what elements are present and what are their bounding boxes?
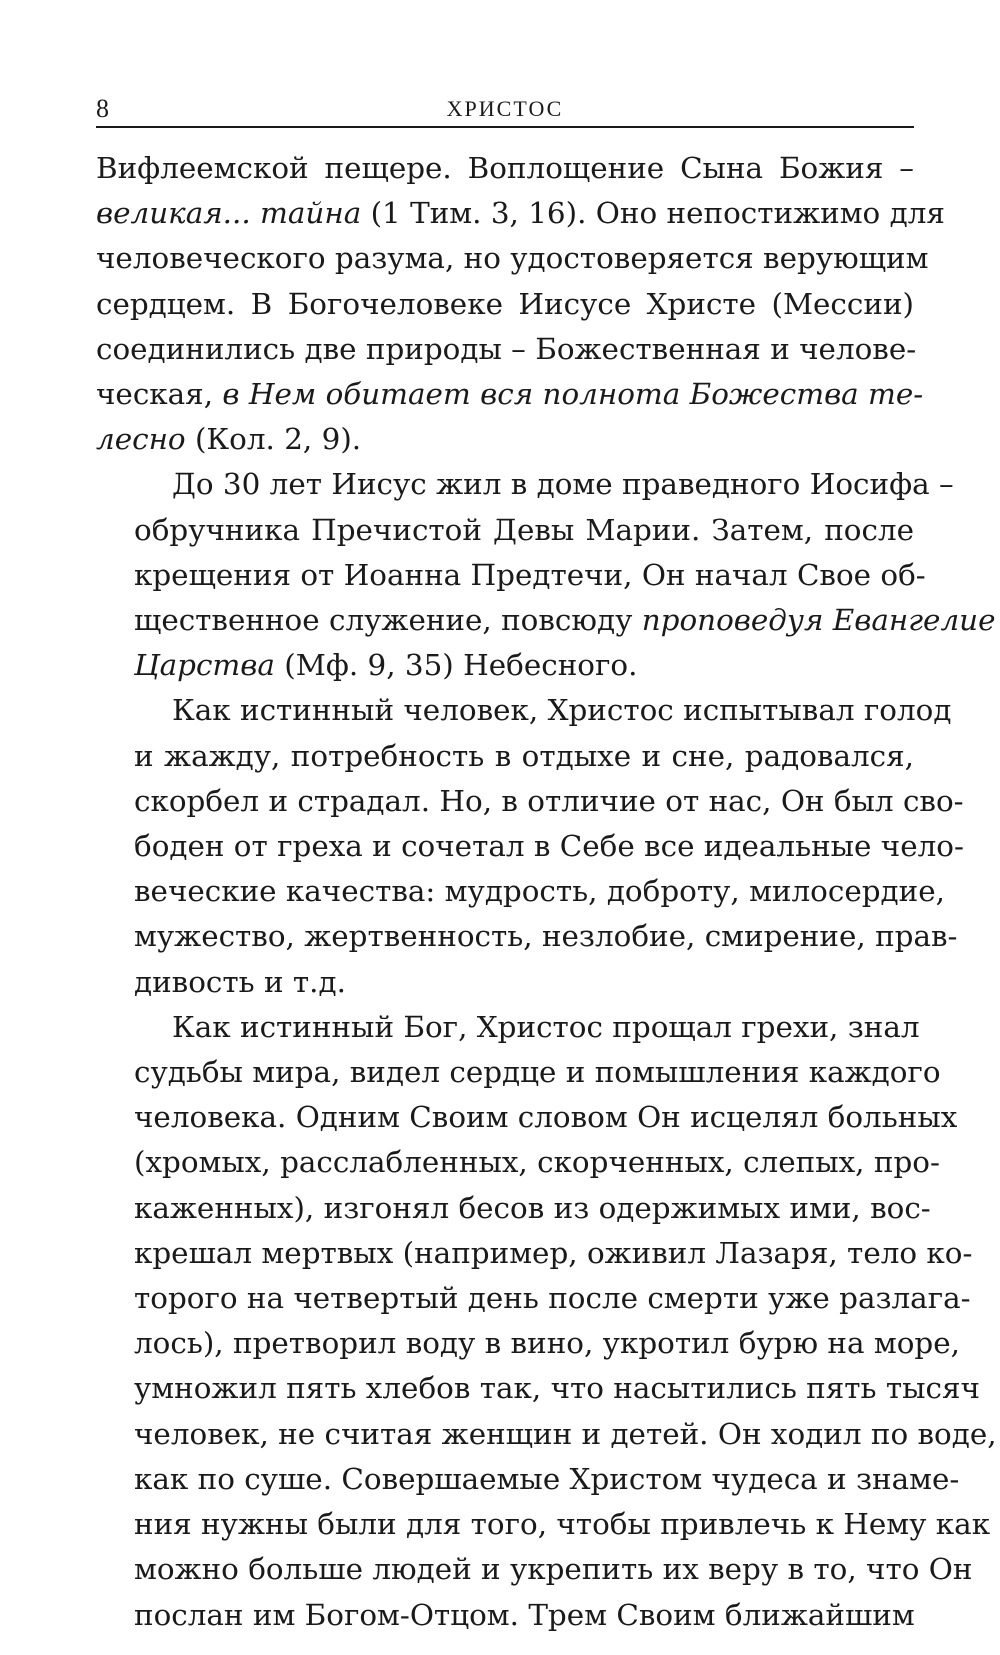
text-run: До 30 лет Иисус жил в доме праведного Иосифа –: [172, 467, 954, 502]
text-line: [96, 236, 929, 281]
text-line: [96, 191, 945, 236]
text-line: [96, 1593, 914, 1638]
text-line: [96, 1140, 940, 1185]
text-line: [96, 869, 945, 914]
text-line: [96, 779, 964, 824]
text-run: судьбы мира, видел сердце и помышления каждого: [134, 1055, 941, 1090]
page-number: 8: [96, 94, 109, 123]
paragraph: [96, 688, 964, 1004]
text-line: [96, 688, 952, 733]
text-run: и жажду, потребность в отдыхе и сне, радовался,: [134, 738, 914, 773]
text-run: ческая,: [96, 377, 223, 412]
paragraph: [96, 146, 945, 462]
paragraph: [96, 462, 996, 688]
text-run: человека. Одним Своим словом Он исцелял больных: [134, 1100, 958, 1135]
text-run: боден от греха и сочетал в Себе все идеальные чело-: [134, 829, 964, 864]
text-line: [96, 598, 996, 643]
text-run: обручника Пречистой Девы Марии. Затем, после: [134, 512, 914, 547]
text-line: [96, 734, 914, 779]
text-run: (хромых, расслабленных, скорченных, слепых, про-: [134, 1145, 940, 1180]
text-run: каженных), изгонял бесов из одержимых ими, вос-: [134, 1190, 931, 1225]
text-run: лось), претворил воду в вино, укротил бурю на море,: [134, 1326, 960, 1361]
text-run: (Мф. 9, 35) Небесного.: [274, 648, 638, 683]
italic-quote: в Нем обитает вся полнота Божества те-: [222, 377, 924, 412]
text-run: сердцем. В Богочеловеке Иисусе Христе (Мессии): [96, 286, 914, 321]
text-line: [96, 1457, 960, 1502]
page-header: [96, 88, 914, 128]
text-run: ния нужны были для того, чтобы привлечь к Нему как: [134, 1507, 991, 1542]
text-line: [96, 643, 914, 688]
text-run: торого на четвертый день после смерти уже разлага-: [134, 1281, 971, 1316]
text-run: щественное служение, повсюду: [134, 603, 642, 638]
text-line: [96, 1231, 973, 1276]
text-run: Вифлеемской пещере. Воплощение Сына Божия –: [96, 151, 914, 185]
text-line: [96, 327, 917, 372]
text-line: [96, 1412, 997, 1457]
italic-quote: лесно: [96, 422, 186, 457]
text-line: [96, 824, 964, 869]
text-run: мужество, жертвенность, незлобие, смирение, прав-: [134, 919, 958, 954]
text-line: [96, 417, 914, 462]
text-line: [96, 372, 924, 417]
paragraph: [96, 1005, 997, 1638]
text-line: [96, 282, 914, 327]
text-line: [96, 1321, 960, 1366]
text-line: [96, 960, 914, 1005]
text-run: (1 Тим. 3, 16). Оно непостижимо для: [361, 196, 945, 231]
text-run: человек, не считая женщин и детей. Он ходил по воде,: [134, 1416, 997, 1451]
italic-quote: великая... тайна: [96, 196, 362, 231]
body-text: [96, 146, 997, 1638]
text-line: [96, 1276, 971, 1321]
text-line: [96, 508, 914, 553]
text-line: [96, 1502, 991, 1547]
italic-quote: проповедуя Евангелие: [641, 603, 996, 638]
text-run: дивость и т.д.: [134, 964, 346, 999]
text-run: крешал мертвых (например, оживил Лазаря, тело ко-: [134, 1235, 973, 1270]
text-line: [96, 553, 926, 598]
text-run: веческие качества: мудрость, доброту, милосердие,: [134, 874, 945, 909]
text-line: [96, 1186, 931, 1231]
text-run: скорбел и страдал. Но, в отличие от нас, Он был сво-: [134, 783, 964, 818]
text-line: [96, 1366, 980, 1411]
text-line: [96, 462, 954, 507]
text-run: как по суше. Совершаемые Христом чудеса и знаме-: [134, 1461, 960, 1496]
text-line: [96, 914, 958, 959]
text-line: [96, 146, 914, 191]
text-line: [96, 1050, 941, 1095]
italic-quote: Царства: [134, 648, 275, 683]
text-line: [96, 1005, 920, 1050]
text-run: послан им Богом-Отцом. Трем Своим ближайшим: [134, 1597, 915, 1632]
text-line: [96, 1547, 973, 1592]
text-run: Как истинный Бог, Христос прощал грехи, знал: [172, 1009, 920, 1044]
running-title: ХРИСТОС: [446, 96, 564, 121]
text-run: крещения от Иоанна Предтечи, Он начал Свое об-: [134, 557, 926, 592]
text-run: умножил пять хлебов так, что насытились пять тысяч: [134, 1371, 980, 1406]
header-rule: [96, 126, 914, 128]
text-run: Как истинный человек, Христос испытывал голод: [172, 693, 952, 728]
text-run: человеческого разума, но удостоверяется верующим: [96, 241, 929, 276]
text-run: (Кол. 2, 9).: [185, 422, 362, 457]
text-line: [96, 1095, 958, 1140]
text-run: можно больше людей и укрепить их веру в то, что Он: [134, 1552, 973, 1587]
text-run: соединились две природы – Божественная и челове-: [96, 331, 917, 366]
